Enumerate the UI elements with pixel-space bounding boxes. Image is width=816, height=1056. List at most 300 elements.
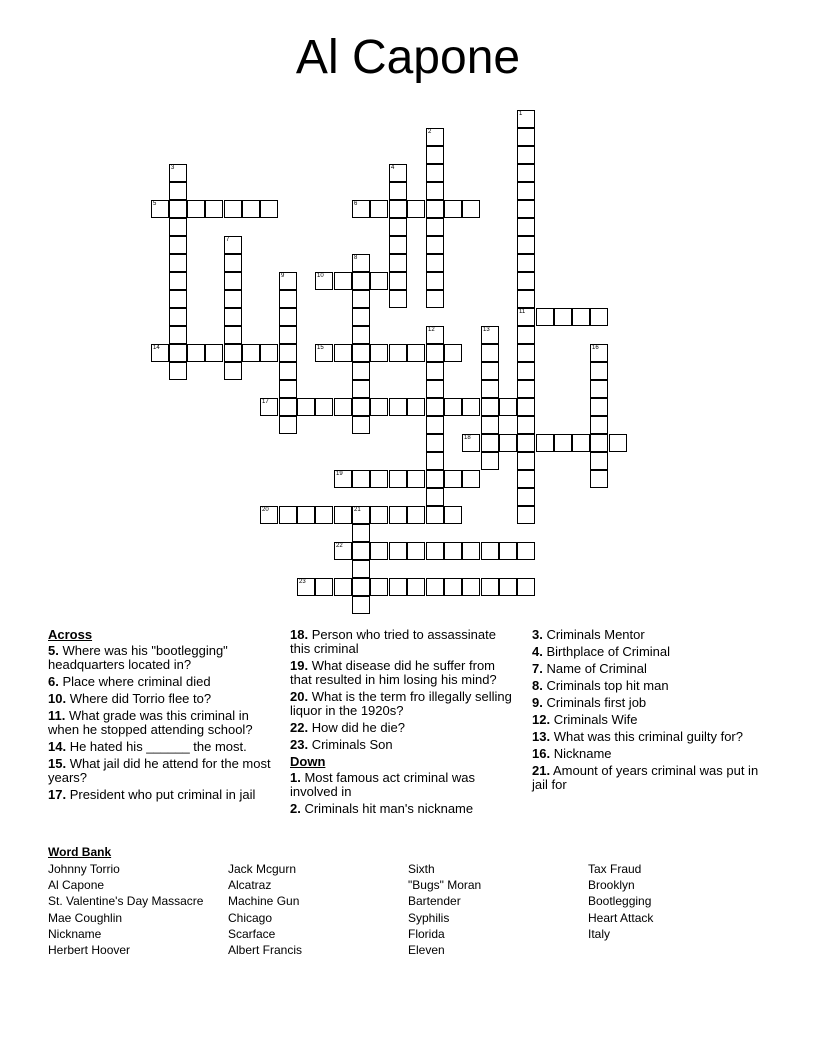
grid-cell[interactable] (517, 416, 535, 434)
clue-text: Place where criminal died (62, 674, 211, 689)
grid-cell[interactable] (352, 272, 370, 290)
grid-cell[interactable] (517, 146, 535, 164)
clue-text: Where was his "bootlegging" headquarters located in? (48, 643, 228, 672)
grid-cell[interactable] (169, 236, 187, 254)
clue-number: 23 (299, 579, 306, 585)
word-bank-item: Tax Fraud (588, 862, 642, 876)
clue-item (532, 645, 760, 659)
grid-cell[interactable] (352, 308, 370, 326)
grid-cell[interactable] (169, 290, 187, 308)
grid-cell[interactable] (389, 182, 407, 200)
grid-cell[interactable] (481, 398, 499, 416)
grid-cell[interactable] (481, 452, 499, 470)
clue-number: 18. (290, 627, 309, 642)
grid-cell[interactable] (517, 362, 535, 380)
grid-cell[interactable] (590, 380, 608, 398)
grid-cell[interactable] (279, 362, 297, 380)
grid-cell[interactable] (462, 398, 480, 416)
grid-cell[interactable] (426, 542, 444, 560)
grid-cell[interactable] (370, 344, 388, 362)
grid-cell[interactable] (242, 344, 260, 362)
word-bank-item: Al Capone (48, 878, 105, 893)
grid-cell[interactable] (224, 326, 242, 344)
grid-cell[interactable] (517, 506, 535, 524)
grid-cell[interactable] (517, 290, 535, 308)
grid-cell[interactable] (499, 398, 517, 416)
grid-cell[interactable] (609, 434, 627, 452)
grid-cell[interactable] (315, 344, 333, 362)
grid-cell[interactable] (517, 272, 535, 290)
clue-number: 10 (317, 273, 324, 279)
grid-cell[interactable] (352, 200, 370, 218)
word-bank-item: Johnny Torrio (48, 862, 120, 876)
clue-number: 5 (153, 201, 157, 207)
grid-cell[interactable] (426, 128, 444, 146)
clue-item (48, 757, 276, 785)
grid-cell[interactable] (370, 470, 388, 488)
clue-section-heading: Down (290, 754, 326, 769)
clues-column-1 (48, 628, 276, 805)
clue-number: 3 (171, 165, 175, 171)
grid-cell[interactable] (334, 272, 352, 290)
grid-cell[interactable] (426, 452, 444, 470)
clue-item (48, 740, 276, 754)
grid-cell[interactable] (224, 290, 242, 308)
grid-cell[interactable] (334, 344, 352, 362)
word-bank-column (48, 861, 203, 958)
grid-cell[interactable] (572, 308, 590, 326)
grid-cell[interactable] (481, 344, 499, 362)
grid-cell[interactable] (389, 506, 407, 524)
grid-cell[interactable] (279, 290, 297, 308)
grid-cell[interactable] (389, 164, 407, 182)
grid-cell[interactable] (426, 272, 444, 290)
grid-cell[interactable] (590, 452, 608, 470)
grid-cell[interactable] (169, 362, 187, 380)
grid-cell[interactable] (517, 182, 535, 200)
grid-cell[interactable] (517, 452, 535, 470)
clues-column-3 (532, 628, 760, 795)
clue-number: 8. (532, 678, 543, 693)
grid-cell[interactable] (426, 200, 444, 218)
grid-cell[interactable] (205, 200, 223, 218)
word-bank-title: Word Bank (48, 845, 112, 859)
clue-number: 19 (336, 471, 343, 477)
grid-cell[interactable] (517, 398, 535, 416)
grid-cell[interactable] (352, 254, 370, 272)
grid-cell[interactable] (169, 200, 187, 218)
clue-number: 12. (532, 712, 551, 727)
grid-cell[interactable] (426, 344, 444, 362)
grid-cell[interactable] (352, 362, 370, 380)
grid-cell[interactable] (481, 416, 499, 434)
grid-cell[interactable] (426, 362, 444, 380)
clue-text: Name of Criminal (546, 661, 647, 676)
grid-cell[interactable] (444, 470, 462, 488)
grid-cell[interactable] (334, 398, 352, 416)
clue-number: 7 (226, 237, 230, 243)
grid-cell[interactable] (590, 470, 608, 488)
grid-cell[interactable] (517, 218, 535, 236)
grid-cell[interactable] (352, 470, 370, 488)
grid-cell[interactable] (169, 344, 187, 362)
clue-text: Criminals Son (311, 737, 393, 752)
clue-number: 7. (532, 661, 543, 676)
clue-text: Where did Torrio flee to? (69, 691, 212, 706)
word-bank-item: Eleven (408, 943, 445, 958)
grid-cell[interactable] (334, 578, 352, 596)
grid-cell[interactable] (426, 578, 444, 596)
clue-number: 18 (464, 435, 471, 441)
clue-item (532, 679, 760, 693)
grid-cell[interactable] (151, 344, 169, 362)
clue-number: 11. (48, 708, 66, 723)
grid-cell[interactable] (352, 398, 370, 416)
grid-cell[interactable] (297, 578, 315, 596)
grid-cell[interactable] (389, 272, 407, 290)
word-bank-item: Machine Gun (228, 894, 300, 909)
clue-number: 15 (317, 345, 324, 351)
clue-item (290, 771, 518, 799)
clue-item (532, 662, 760, 676)
grid-cell[interactable] (279, 398, 297, 416)
grid-cell[interactable] (279, 380, 297, 398)
grid-cell[interactable] (224, 236, 242, 254)
clue-number: 20. (290, 689, 309, 704)
grid-cell[interactable] (426, 434, 444, 452)
clue-number: 13. (532, 729, 551, 744)
grid-cell[interactable] (169, 326, 187, 344)
clue-item (290, 738, 518, 752)
grid-cell[interactable] (352, 596, 370, 614)
clue-number: 22 (336, 543, 343, 549)
clue-item (290, 690, 518, 718)
grid-cell[interactable] (517, 434, 535, 452)
grid-cell[interactable] (279, 344, 297, 362)
grid-cell[interactable] (315, 272, 333, 290)
grid-cell[interactable] (389, 398, 407, 416)
grid-cell[interactable] (169, 254, 187, 272)
clue-text: What jail did he attend for the most years? (48, 756, 271, 785)
word-bank-item: Jack Mcgurn (228, 862, 297, 876)
grid-cell[interactable] (389, 470, 407, 488)
clue-text: Criminals top hit man (546, 678, 669, 693)
grid-cell[interactable] (370, 506, 388, 524)
grid-cell[interactable] (517, 326, 535, 344)
grid-cell[interactable] (426, 416, 444, 434)
word-bank-item: Scarface (228, 926, 276, 941)
grid-cell[interactable] (426, 254, 444, 272)
clue-text: What was this criminal guilty for? (553, 729, 743, 744)
grid-cell[interactable] (407, 200, 425, 218)
grid-cell[interactable] (334, 542, 352, 560)
grid-cell[interactable] (462, 434, 480, 452)
grid-cell[interactable] (407, 398, 425, 416)
grid-cell[interactable] (352, 290, 370, 308)
grid-cell[interactable] (169, 218, 187, 236)
word-bank-item: Nickname (48, 926, 102, 941)
grid-cell[interactable] (590, 416, 608, 434)
grid-cell[interactable] (499, 434, 517, 452)
clue-number: 14 (153, 345, 160, 351)
grid-cell[interactable] (481, 578, 499, 596)
grid-cell[interactable] (334, 470, 352, 488)
clues-column-2 (290, 628, 518, 819)
grid-cell[interactable] (426, 380, 444, 398)
grid-cell[interactable] (242, 200, 260, 218)
grid-cell[interactable] (260, 398, 278, 416)
grid-cell[interactable] (517, 128, 535, 146)
grid-cell[interactable] (517, 470, 535, 488)
clue-text: Birthplace of Criminal (546, 644, 671, 659)
grid-cell[interactable] (297, 506, 315, 524)
clue-text: What disease did he suffer from that resulted in him losing his mind? (290, 658, 497, 687)
grid-cell[interactable] (426, 182, 444, 200)
word-bank-item: Syphilis (408, 910, 450, 925)
grid-cell[interactable] (260, 344, 278, 362)
grid-cell[interactable] (352, 560, 370, 578)
clue-text: Nickname (553, 746, 612, 761)
grid-cell[interactable] (389, 344, 407, 362)
clue-text: What grade was this criminal in when he stopped attending school? (48, 708, 253, 737)
grid-cell[interactable] (444, 578, 462, 596)
grid-cell[interactable] (224, 308, 242, 326)
word-bank-item: Brooklyn (588, 878, 635, 893)
grid-cell[interactable] (426, 218, 444, 236)
clue-number: 22. (290, 720, 309, 735)
word-bank-item: St. Valentine's Day Massacre (48, 894, 204, 909)
clue-text: Most famous act criminal was involved in (290, 770, 475, 799)
grid-cell[interactable] (590, 398, 608, 416)
clue-number: 2. (290, 801, 301, 816)
page-title: Al Capone (295, 31, 521, 84)
grid-cell[interactable] (407, 578, 425, 596)
word-bank-item: Florida (408, 926, 445, 941)
grid-cell[interactable] (169, 272, 187, 290)
grid-cell[interactable] (444, 506, 462, 524)
grid-cell[interactable] (590, 434, 608, 452)
clue-text: Amount of years criminal was put in jail for (532, 763, 759, 792)
grid-cell[interactable] (517, 200, 535, 218)
grid-cell[interactable] (370, 272, 388, 290)
clue-item (290, 628, 518, 656)
grid-cell[interactable] (315, 578, 333, 596)
grid-cell[interactable] (389, 236, 407, 254)
grid-cell[interactable] (426, 470, 444, 488)
clue-text: Person who tried to assassinate this criminal (290, 627, 496, 656)
clue-number: 17 (262, 399, 269, 405)
grid-cell[interactable] (517, 488, 535, 506)
grid-cell[interactable] (370, 542, 388, 560)
grid-cell[interactable] (499, 542, 517, 560)
word-bank-item: Bartender (408, 894, 461, 909)
grid-cell[interactable] (352, 542, 370, 560)
grid-cell[interactable] (517, 254, 535, 272)
grid-cell[interactable] (279, 272, 297, 290)
grid-cell[interactable] (407, 344, 425, 362)
clue-text: Criminals hit man's nickname (304, 801, 474, 816)
clue-text: Criminals first job (546, 695, 647, 710)
clue-number: 14. (48, 739, 67, 754)
grid-cell[interactable] (334, 506, 352, 524)
grid-cell[interactable] (224, 254, 242, 272)
grid-cell[interactable] (389, 218, 407, 236)
clue-item (48, 788, 276, 802)
clue-number: 21 (354, 507, 361, 513)
grid-cell[interactable] (224, 200, 242, 218)
grid-cell[interactable] (370, 398, 388, 416)
clue-number: 9 (281, 273, 285, 279)
word-bank-item: Bootlegging (588, 894, 652, 909)
clue-text: What is the term fro illegally selling liquor in the 1920s? (290, 689, 512, 718)
grid-cell[interactable] (315, 398, 333, 416)
grid-cell[interactable] (517, 578, 535, 596)
grid-cell[interactable] (426, 146, 444, 164)
clue-item (532, 764, 760, 792)
clue-text: How did he die? (311, 720, 405, 735)
word-bank-column (408, 861, 481, 958)
grid-cell[interactable] (517, 110, 535, 128)
grid-cell[interactable] (407, 506, 425, 524)
grid-cell[interactable] (407, 542, 425, 560)
grid-cell[interactable] (169, 164, 187, 182)
grid-cell[interactable] (590, 344, 608, 362)
grid-cell[interactable] (499, 578, 517, 596)
grid-cell[interactable] (352, 578, 370, 596)
clue-number: 10. (48, 691, 67, 706)
clue-number: 11 (519, 309, 526, 315)
grid-cell[interactable] (169, 308, 187, 326)
grid-cell[interactable] (481, 380, 499, 398)
grid-cell[interactable] (352, 380, 370, 398)
grid-cell[interactable] (444, 542, 462, 560)
clue-item (290, 659, 518, 687)
grid-cell[interactable] (590, 362, 608, 380)
grid-cell[interactable] (224, 344, 242, 362)
grid-cell[interactable] (389, 200, 407, 218)
grid-cell[interactable] (517, 308, 535, 326)
grid-cell[interactable] (279, 326, 297, 344)
grid-cell[interactable] (590, 308, 608, 326)
grid-cell[interactable] (554, 308, 572, 326)
clue-number: 3. (532, 627, 543, 642)
word-bank-item: Chicago (228, 910, 273, 925)
grid-cell[interactable] (554, 434, 572, 452)
grid-cell[interactable] (370, 200, 388, 218)
grid-cell[interactable] (407, 470, 425, 488)
grid-cell[interactable] (517, 164, 535, 182)
grid-cell[interactable] (444, 200, 462, 218)
grid-cell[interactable] (517, 236, 535, 254)
clue-number: 21. (532, 763, 551, 778)
clue-item (532, 713, 760, 727)
grid-cell[interactable] (187, 344, 205, 362)
clue-item (290, 802, 518, 816)
grid-cell[interactable] (352, 416, 370, 434)
word-bank-column (588, 861, 653, 942)
word-bank-item: Herbert Hoover (48, 943, 131, 958)
clue-number: 19. (290, 658, 309, 673)
clue-number: 1 (519, 111, 523, 117)
grid-cell[interactable] (536, 308, 554, 326)
grid-cell[interactable] (517, 344, 535, 362)
grid-cell[interactable] (481, 362, 499, 380)
clue-item (48, 709, 276, 737)
grid-cell[interactable] (572, 434, 590, 452)
clue-number: 15. (48, 756, 67, 771)
grid-cell[interactable] (187, 200, 205, 218)
grid-cell[interactable] (279, 506, 297, 524)
clue-number: 17. (48, 787, 67, 802)
clue-item (290, 721, 518, 735)
grid-cell[interactable] (352, 326, 370, 344)
grid-cell[interactable] (352, 506, 370, 524)
grid-cell[interactable] (224, 362, 242, 380)
grid-cell[interactable] (426, 164, 444, 182)
grid-cell[interactable] (315, 506, 333, 524)
clue-number: 4 (391, 165, 395, 171)
grid-cell[interactable] (426, 398, 444, 416)
grid-cell[interactable] (444, 344, 462, 362)
grid-cell[interactable] (205, 344, 223, 362)
grid-cell[interactable] (517, 542, 535, 560)
grid-cell[interactable] (279, 308, 297, 326)
grid-cell[interactable] (260, 200, 278, 218)
clue-number: 2 (428, 129, 432, 135)
word-bank-item: Sixth (408, 862, 435, 876)
grid-cell[interactable] (462, 542, 480, 560)
word-bank-column (228, 861, 302, 958)
clue-number: 6 (354, 201, 358, 207)
clue-number: 8 (354, 255, 358, 261)
grid-cell[interactable] (389, 290, 407, 308)
grid-cell[interactable] (426, 290, 444, 308)
grid-cell[interactable] (481, 326, 499, 344)
grid-cell[interactable] (444, 398, 462, 416)
grid-cell[interactable] (370, 578, 388, 596)
grid-cell[interactable] (426, 326, 444, 344)
grid-cell[interactable] (426, 236, 444, 254)
clue-number: 5. (48, 643, 59, 658)
grid-cell[interactable] (517, 380, 535, 398)
grid-cell[interactable] (462, 578, 480, 596)
grid-cell[interactable] (462, 470, 480, 488)
clue-text: Criminals Wife (553, 712, 638, 727)
grid-cell[interactable] (151, 200, 169, 218)
grid-cell[interactable] (389, 578, 407, 596)
grid-cell[interactable] (389, 542, 407, 560)
grid-cell[interactable] (169, 182, 187, 200)
grid-cell[interactable] (224, 272, 242, 290)
grid-cell[interactable] (352, 344, 370, 362)
clue-number: 9. (532, 695, 543, 710)
grid-cell[interactable] (481, 542, 499, 560)
grid-cell[interactable] (536, 434, 554, 452)
grid-cell[interactable] (481, 434, 499, 452)
grid-cell[interactable] (297, 398, 315, 416)
clue-item (532, 696, 760, 710)
clue-item (532, 628, 760, 642)
grid-cell[interactable] (426, 488, 444, 506)
grid-cell[interactable] (389, 254, 407, 272)
clue-text: President who put criminal in jail (69, 787, 256, 802)
grid-cell[interactable] (260, 506, 278, 524)
grid-cell[interactable] (352, 524, 370, 542)
grid-cell[interactable] (462, 200, 480, 218)
grid-cell[interactable] (426, 506, 444, 524)
clue-number: 16 (592, 345, 599, 351)
grid-cell[interactable] (279, 416, 297, 434)
